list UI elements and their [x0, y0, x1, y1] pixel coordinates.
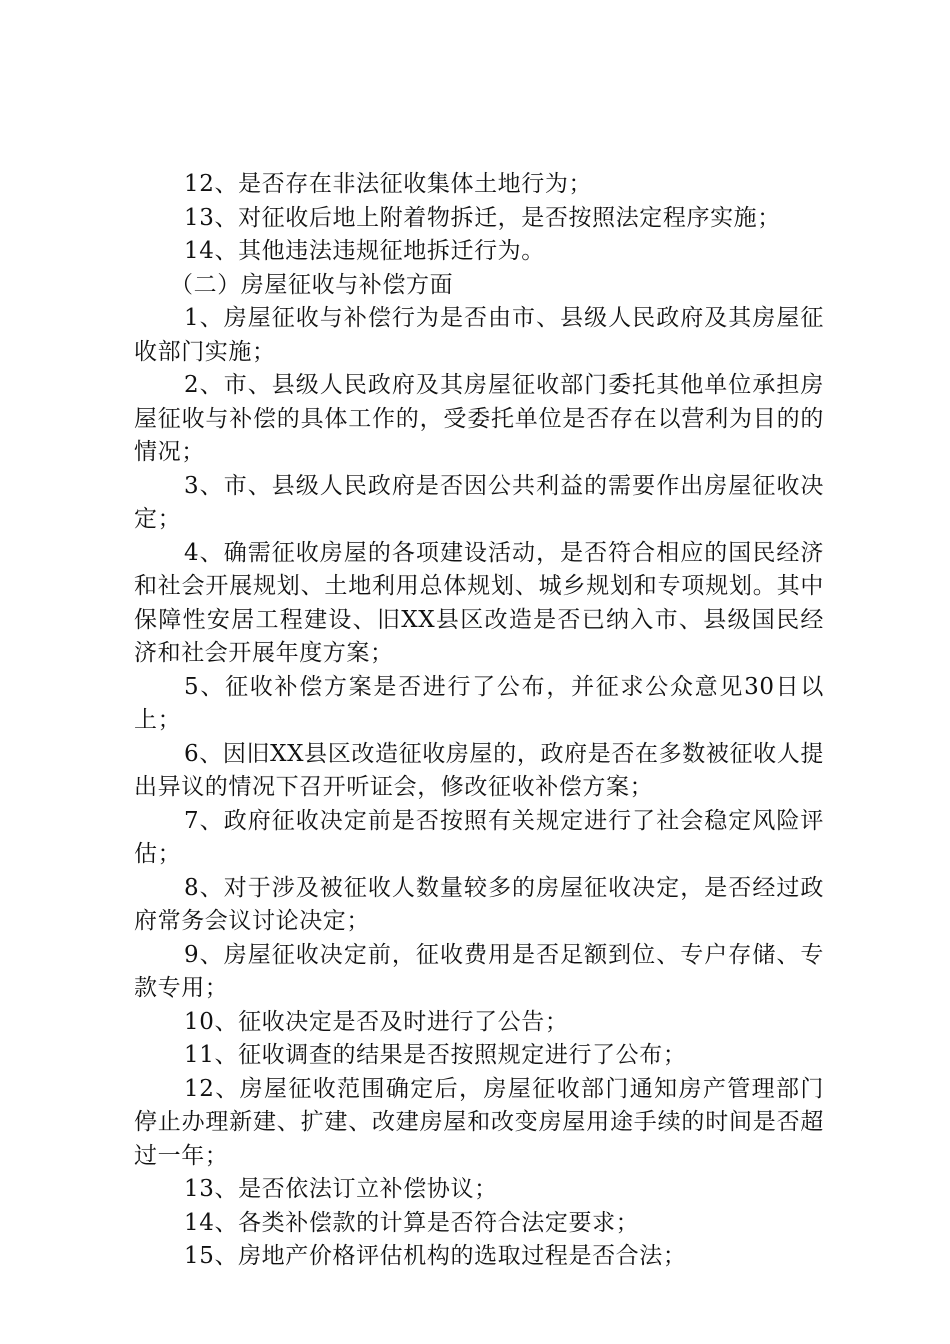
- paragraph-item-13-land: 13、对征收后地上附着物拆迁，是否按照法定程序实施；: [184, 204, 781, 231]
- paragraph-item-4: 4、确需征收房屋的各项建设活动，是否符合相应的国民经济和社会开展规划、土地利用总体规划、城乡规划和专项规划。其中保障性安居工程建设、旧XX县区改造是否已纳入市、县级国民经济和社会开展年度方案；: [134, 539, 824, 666]
- section-heading-housing: （二）房屋征收与补偿方面: [170, 271, 454, 298]
- paragraph-item-9: 9、房屋征收决定前，征收费用是否足额到位、专户存储、专款专用；: [134, 941, 824, 1001]
- paragraph-item-15: 15、房地产价格评估机构的选取过程是否合法；: [184, 1243, 687, 1269]
- document-body: [134, 168, 824, 1274]
- paragraph-item-1: 1、房屋征收与补偿行为是否由市、县级人民政府及其房屋征收部门实施；: [134, 305, 824, 365]
- paragraph-item-11: 11、征收调查的结果是否按照规定进行了公布；: [184, 1042, 687, 1068]
- paragraph-item-5: 5、征收补偿方案是否进行了公布，并征求公众意见30日以上；: [134, 673, 824, 733]
- paragraph-item-3: 3、市、县级人民政府是否因公共利益的需要作出房屋征收决定；: [134, 472, 824, 532]
- paragraph-item-2: 2、市、县级人民政府及其房屋征收部门委托其他单位承担房屋征收与补偿的具体工作的，受委托单位是否存在以营利为目的的情况；: [134, 372, 824, 465]
- paragraph-item-12-land: 12、是否存在非法征收集体土地行为；: [184, 171, 593, 197]
- paragraph-item-14: 14、各类补偿款的计算是否符合法定要求；: [184, 1209, 640, 1236]
- paragraph-item-7: 7、政府征收决定前是否按照有关规定进行了社会稳定风险评估；: [134, 807, 824, 867]
- paragraph-item-14-land: 14、其他违法违规征地拆迁行为。: [184, 238, 545, 264]
- paragraph-item-6: 6、因旧XX县区改造征收房屋的，政府是否在多数被征收人提出异议的情况下召开听证会，修改征收补偿方案；: [134, 740, 824, 800]
- paragraph-item-10: 10、征收决定是否及时进行了公告；: [184, 1008, 569, 1035]
- paragraph-item-13: 13、是否依法订立补偿协议；: [184, 1176, 498, 1202]
- paragraph-item-12: 12、房屋征收范围确定后，房屋征收部门通知房产管理部门停止办理新建、扩建、改建房屋和改变房屋用途手续的时间是否超过一年；: [134, 1075, 824, 1169]
- paragraph-item-8: 8、对于涉及被征收人数量较多的房屋征收决定，是否经过政府常务会议讨论决定；: [134, 874, 824, 934]
